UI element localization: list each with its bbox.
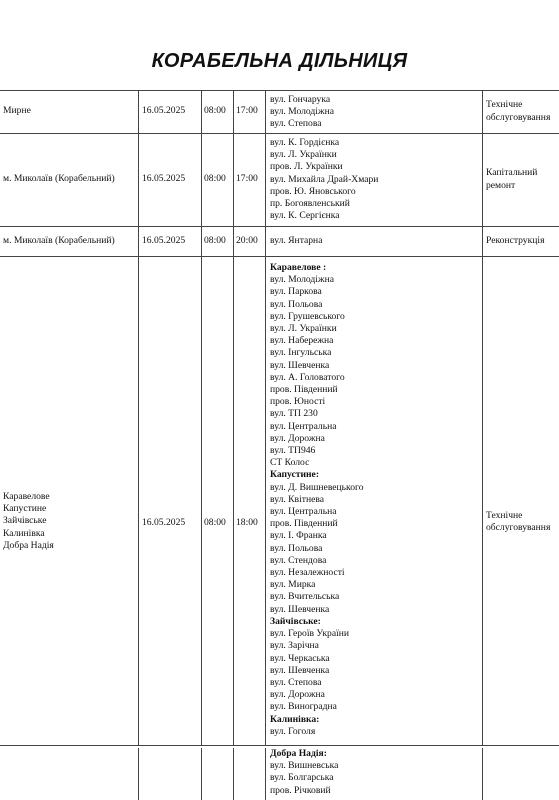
end-time-cell: 17:00 [236, 105, 258, 117]
end-time-cell: 17:00 [236, 173, 258, 185]
settlement-cell: м. Миколаїв (Корабельний) [3, 234, 115, 246]
start-time-cell: 08:00 [204, 105, 226, 117]
streets-cell [270, 94, 334, 131]
street-name: вул. Михайла Драй-Хмари [270, 173, 379, 185]
group-heading: Зайчівське: [270, 615, 321, 627]
street-name: вул. Д. Вишневецького [270, 481, 364, 493]
street-name: вул. Л. Українки [270, 323, 337, 335]
group-heading: Капустине: [270, 469, 320, 481]
street-name: вул. Польова [270, 298, 323, 310]
streets-cell: вул. Янтарна [270, 234, 323, 246]
street-name: вул. Інгульська [270, 347, 332, 359]
settlement-name: Зайчівське [3, 515, 47, 527]
row-border [0, 745, 559, 746]
settlement-name: Добра Надія [3, 539, 54, 551]
street-name: вул. Гончарука [270, 94, 331, 105]
work-type-cell: Технічне обслуговування [486, 510, 551, 534]
col-border [482, 748, 483, 800]
street-name: вул. Зарічна [270, 640, 319, 652]
street-name: пров. Південний [270, 384, 338, 396]
street-name: вул. Виноградна [270, 701, 337, 713]
street-name: вул. Л. Українки [270, 149, 337, 161]
col-border [138, 90, 139, 745]
street-name: вул. Черкаська [270, 652, 330, 664]
col-border [138, 748, 139, 800]
street-name: вул. Польова [270, 542, 323, 554]
street-name: вул. Молодіжна [270, 106, 334, 118]
street-name: вул. Молодіжна [270, 274, 334, 286]
street-name: пр. Богоявленський [270, 198, 350, 210]
date-cell: 16.05.2025 [142, 105, 186, 117]
street-name: вул. Мирка [270, 579, 316, 591]
work-type-cell: Капітальний ремонт [486, 167, 538, 191]
row-border [0, 256, 559, 257]
group-heading: Калинівка: [270, 713, 320, 725]
row-border [0, 90, 559, 91]
page-title: КОРАБЕЛЬНА ДІЛЬНИЦЯ [151, 50, 408, 72]
end-time-cell: 20:00 [236, 234, 258, 246]
col-border [233, 90, 234, 745]
street-name: вул. Паркова [270, 286, 322, 298]
date-cell: 16.05.2025 [142, 517, 186, 528]
street-name: вул. Незалежності [270, 567, 345, 579]
col-border [265, 90, 266, 745]
street-name: вул. Гоголя [270, 725, 316, 737]
settlement-name: Каравелове [3, 491, 50, 502]
street-name: вул. Шевченка [270, 603, 330, 615]
col-border [233, 748, 234, 800]
col-border [201, 90, 202, 745]
street-name: вул. Грушевського [270, 310, 345, 322]
street-name: вул. Болгарська [270, 772, 334, 784]
street-name: пров. Річковий [270, 784, 331, 796]
street-name: вул. Шевченка [270, 664, 330, 676]
street-name: СТ Колос [270, 457, 310, 469]
street-name: вул. Дорожна [270, 689, 325, 701]
streets-cell [270, 262, 364, 738]
settlements-cell [3, 491, 54, 552]
col-border [482, 90, 483, 745]
col-border [201, 748, 202, 800]
streets-cell [270, 137, 378, 222]
date-cell: 16.05.2025 [142, 234, 186, 246]
street-name: вул. Стендова [270, 554, 327, 566]
start-time-cell: 08:00 [204, 173, 226, 185]
street-name: пров. Ю. Яновського [270, 185, 356, 197]
street-name: вул. Набережна [270, 335, 334, 347]
street-name: вул. І. Франка [270, 530, 327, 542]
settlement-name: Капустине [3, 503, 47, 515]
street-name: вул. Квітнева [270, 493, 325, 505]
col-border [265, 748, 266, 800]
start-time-cell: 08:00 [204, 517, 226, 528]
street-name: вул. А. Головатого [270, 371, 345, 383]
end-time-cell: 18:00 [236, 517, 258, 528]
settlement-cell: м. Миколаїв (Корабельний) [3, 173, 115, 185]
date-cell: 16.05.2025 [142, 173, 186, 185]
street-name: вул. ТП946 [270, 445, 316, 457]
street-name: пров. Юності [270, 396, 326, 408]
work-type-cell: Реконструкція [486, 234, 545, 246]
group-heading: Каравелове : [270, 262, 327, 273]
street-name: вул. Степова [270, 118, 322, 130]
street-name: вул. Дорожна [270, 432, 325, 444]
settlement-name: Калинівка [3, 527, 45, 539]
street-name: вул. Шевченка [270, 359, 330, 371]
street-name: вул. Вишневська [270, 760, 339, 772]
start-time-cell: 08:00 [204, 234, 226, 246]
street-name: пров. Л. Українки [270, 161, 343, 173]
street-name: вул. Центральна [270, 420, 337, 432]
street-name: вул. Героїв України [270, 628, 350, 640]
street-name: вул. Вчительська [270, 591, 340, 603]
street-name: вул. К. Сергієнка [270, 210, 340, 222]
group-heading: Добра Надія: [270, 748, 327, 759]
street-name: вул. Степова [270, 676, 322, 688]
street-name: вул. К. Гордієнка [270, 137, 340, 148]
settlement-cell: Мирне [3, 105, 31, 117]
streets-cell [270, 748, 338, 797]
street-name: вул. ТП 230 [270, 408, 318, 420]
street-name: пров. Південний [270, 518, 338, 530]
street-name: вул. Центральна [270, 506, 337, 518]
work-type-cell: Технічне обслуговування [486, 99, 551, 123]
